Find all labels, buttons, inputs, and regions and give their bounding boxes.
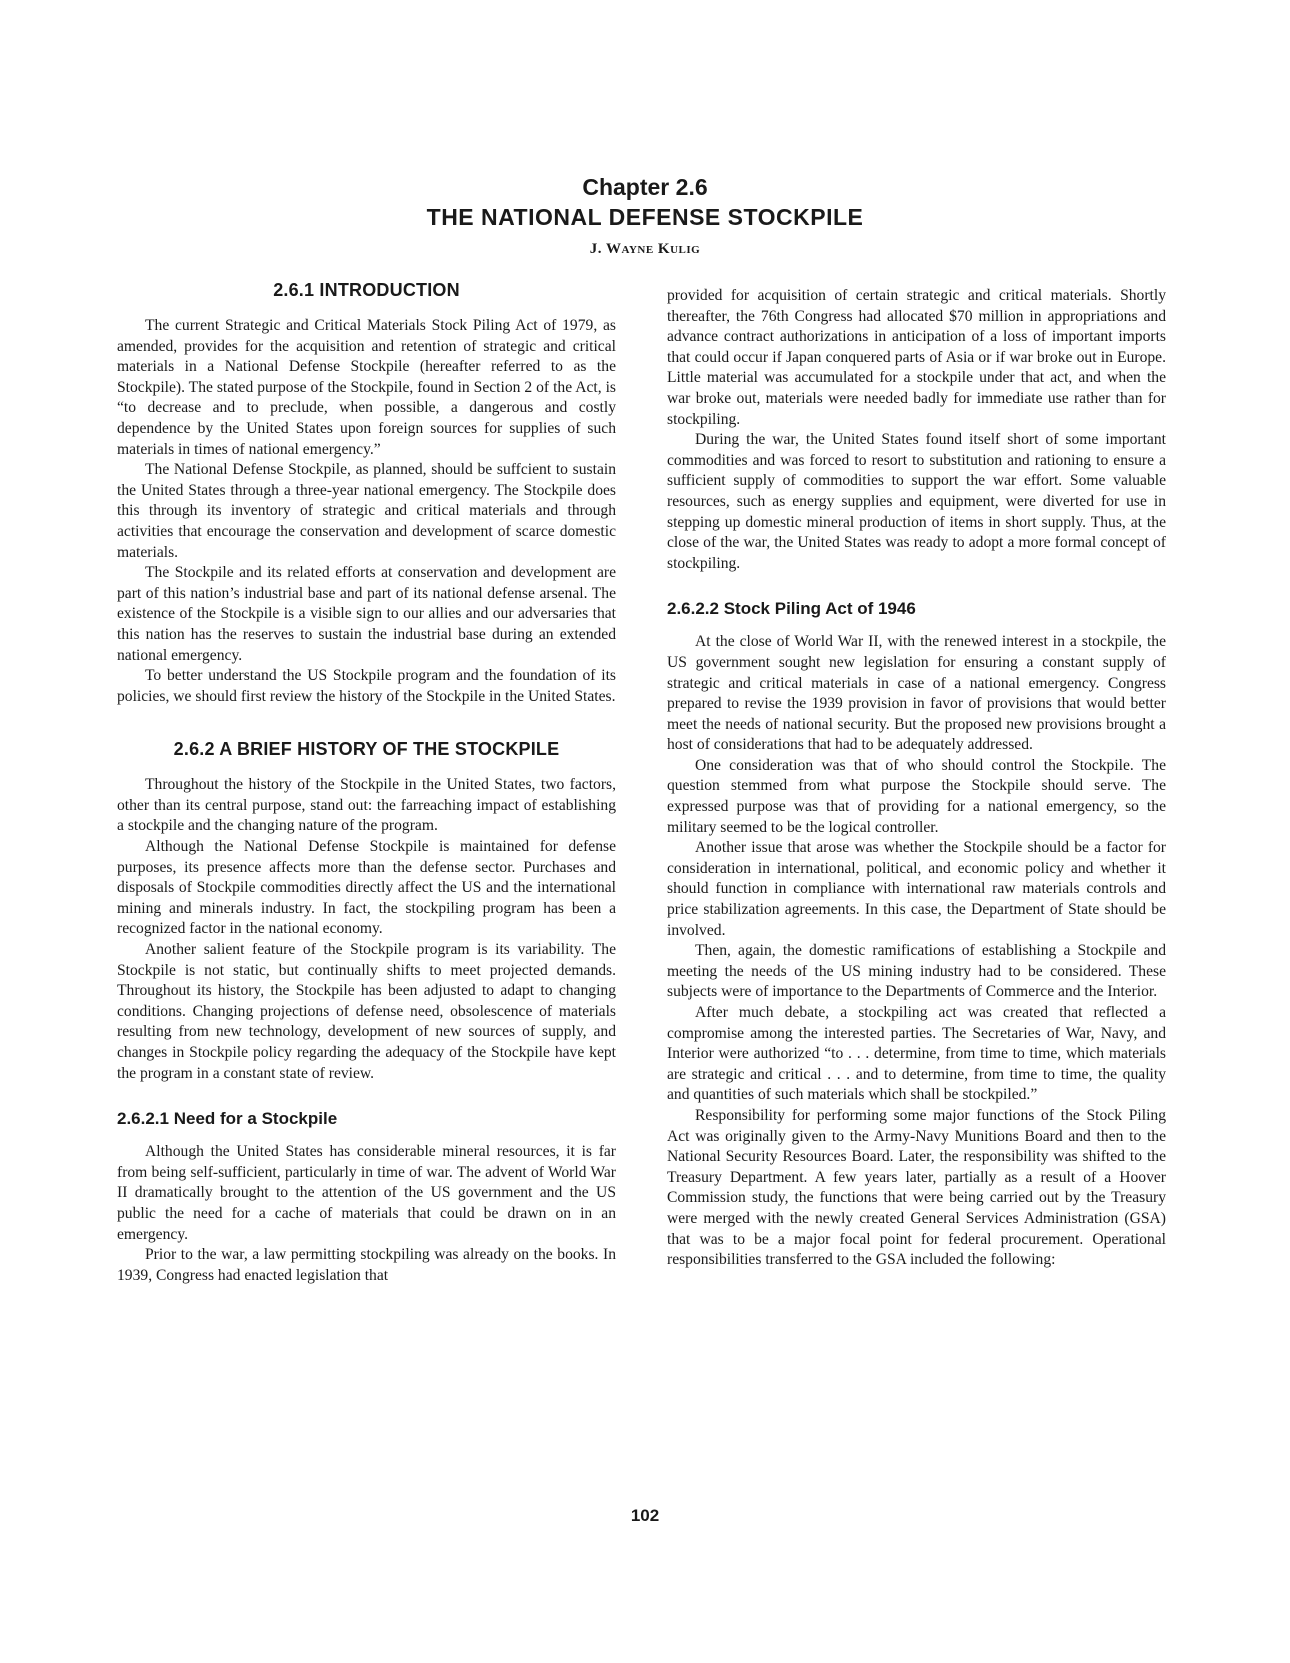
paragraph: Although the National Defense Stockpile is maintained for defense purposes, its presence affects more than the defense sector. Purchases and disposals of Stockpile commodities directly affect the US and the international mining and minerals industry. In fact, the stockpiling program has been a recognized factor in the national economy. bbox=[117, 838, 616, 938]
section-heading-history: 2.6.2 A BRIEF HISTORY OF THE STOCKPILE bbox=[173, 739, 560, 760]
paragraph: Throughout the history of the Stockpile in the United States, two factors, other than its central purpose, stand out: the farreaching impact of establishing a stockpile and the changing nature of the program. bbox=[117, 776, 616, 835]
paragraph: Although the United States has considerable mineral resources, it is far from being self-sufficient, particularly in time of war. The advent of World War II dramatically brought to the attention of the US government and the US public the need for a cache of materials that could be drawn on in an emergency. bbox=[117, 1143, 616, 1243]
paragraph-continued: provided for acquisition of certain strategic and critical materials. Shortly thereafter, the 76th Congress had allocated $70 million in appropriations and advance contract authorizations in anticipation of a loss of important imports that could occur if Japan conquered parts of Asia or if war broke out in Europe. Little material was accumulated for a stockpile under that act, and when the war broke out, materials were needed badly for immediate use rather than for stockpiling. bbox=[667, 287, 1166, 428]
right-column bbox=[667, 286, 1166, 1271]
paragraph: During the war, the United States found itself short of some important commodities and was forced to resort to substitution and rationing to ensure a sufficient supply of commodities to support the war effort. Some valuable resources, such as energy supplies and equipment, were diverted for use in stepping up domestic mineral production of items in short supply. Thus, at the close of the war, the United States was ready to adopt a more formal concept of stockpiling. bbox=[667, 431, 1166, 572]
paragraph: Then, again, the domestic ramifications of establishing a Stockpile and meeting the needs of the US mining industry had to be considered. These subjects were of importance to the Departments of Commerce and the Interior. bbox=[667, 942, 1166, 1001]
paragraph: The National Defense Stockpile, as planned, should be suffcient to sustain the United States through a three-year national emergency. The Stockpile does this through its inventory of strategic and critical materials and through activities that encourage the conservation and development of scarce domestic materials. bbox=[117, 461, 616, 561]
paragraph: At the close of World War II, with the renewed interest in a stockpile, the US government sought new legislation for ensuring a constant supply of strategic and critical materials in case of a national emergency. Congress prepared to revise the 1939 provision in favor of provisions that would better meet the needs of national security. But the proposed new provisions brought a host of considerations that had to be adequately addressed. bbox=[667, 633, 1166, 754]
spacer bbox=[667, 574, 1166, 598]
paragraph: To better understand the US Stockpile program and the foundation of its policies, we should first review the history of the Stockpile in the United States. bbox=[117, 667, 616, 705]
left-column bbox=[117, 278, 616, 1286]
paragraph: Another salient feature of the Stockpile program is its variability. The Stockpile is not static, but continually shifts to meet projected demands. Throughout its history, the Stockpile has been adjusted to adapt to changing conditions. Changing projections of defense need, obsolescence of materials resulting from new technology, development of new sources of supply, and changes in Stockpile policy regarding the adequacy of the Stockpile have kept the program in a constant state of review. bbox=[117, 941, 616, 1082]
paragraph: The current Strategic and Critical Materials Stock Piling Act of 1979, as amended, provides for the acquisition and retention of strategic and critical materials in a National Defense Stockpile (hereafter referred to as the Stockpile). The stated purpose of the Stockpile, found in Section 2 of the Act, is “to decrease and to preclude, when possible, a dangerous and costly dependence by the United States upon foreign sources for supplies of such materials in times of national emergency.” bbox=[117, 317, 616, 458]
paragraph: The Stockpile and its related efforts at conservation and development are part of this nation’s industrial base and part of its national defense arsenal. The existence of the Stockpile is a visible sign to our allies and our adversaries that this nation has the reserves to sustain the industrial base during an extended national emergency. bbox=[117, 564, 616, 664]
section-heading-introduction: 2.6.1 INTRODUCTION bbox=[273, 280, 460, 300]
paragraph: After much debate, a stockpiling act was created that reflected a compromise among the interested parties. The Secretaries of War, Navy, and Interior were authorized “to . . . determine, from time to time, which materials are strategic and critical . . . and to determine, from time to time, the quality and quantities of such materials which shall be stockpiled.” bbox=[667, 1004, 1166, 1104]
subsection-heading-act-1946: 2.6.2.2 Stock Piling Act of 1946 bbox=[667, 599, 916, 619]
chapter-title: THE NATIONAL DEFENSE STOCKPILE bbox=[426, 204, 864, 230]
chapter-number: Chapter 2.6 bbox=[582, 174, 708, 200]
spacer bbox=[117, 707, 616, 737]
spacer bbox=[117, 1084, 616, 1108]
paragraph: One consideration was that of who should control the Stockpile. The question stemmed from what purpose the Stockpile should serve. The expressed purpose was that of providing for a national emergency, so the military seemed to be the logical controller. bbox=[667, 756, 1166, 836]
author-name: J. Wayne Kulig bbox=[589, 241, 701, 257]
paragraph: Responsibility for performing some major functions of the Stock Piling Act was originally given to the Army-Navy Munitions Board and then to the National Security Resources Board. Later, the responsibility was shifted to the Treasury Department. A few years later, partially as a result of a Hoover Commission study, the functions that were being carried out by the Treasury were merged with the newly created General Services Administration (GSA) that was to be a major focal point for federal procurement. Operational responsibilities transferred to the GSA included the following: bbox=[667, 1106, 1166, 1269]
paragraph: Another issue that arose was whether the Stockpile should be a factor for consideration in international, political, and economic policy and whether it should function in compliance with international raw materials controls and price stabilization agreements. In this case, the Department of State should be involved. bbox=[667, 839, 1166, 939]
chapter-header bbox=[0, 172, 1290, 260]
page-number: 102 bbox=[630, 1506, 660, 1525]
subsection-heading-need: 2.6.2.1 Need for a Stockpile bbox=[117, 1109, 338, 1129]
paragraph: Prior to the war, a law permitting stockpiling was already on the books. In 1939, Congress had enacted legislation that bbox=[117, 1246, 616, 1284]
